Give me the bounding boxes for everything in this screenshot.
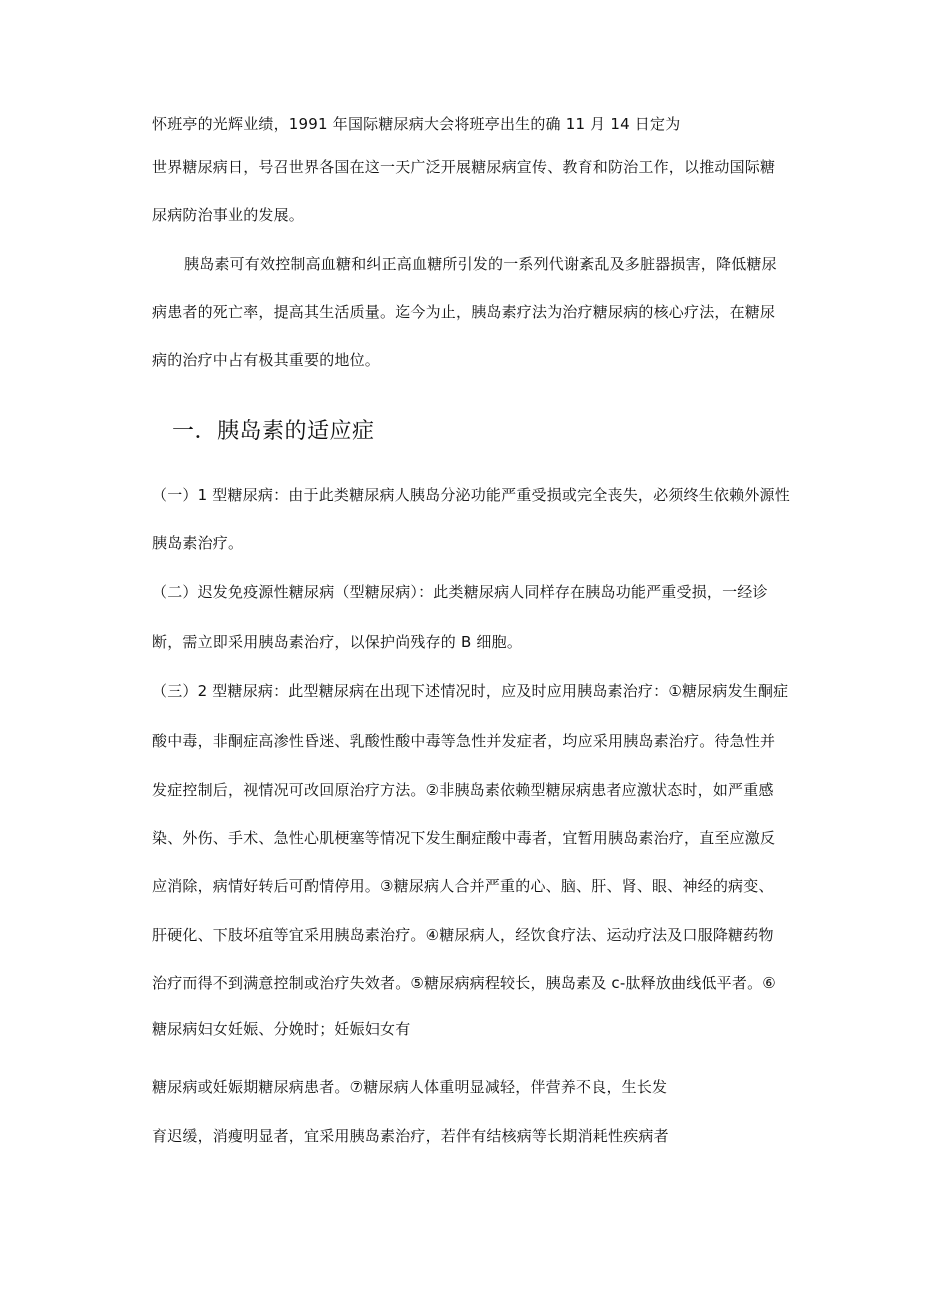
item3-line-8: 糖尿病妇女妊娠、分娩时；妊娠妇女有: [152, 1020, 411, 1038]
paragraph2-line-3: 病的治疗中占有极其重要的地位。: [152, 351, 381, 369]
item1-line-2: 胰岛素治疗。: [152, 534, 244, 552]
item3-line-9: 糖尿病或妊娠期糖尿病患者。⑦糖尿病人体重明显减轻，伴营养不良，生长发: [152, 1078, 668, 1096]
item3-line-10: 育迟缓，消瘦明显者，宜采用胰岛素治疗，若伴有结核病等长期消耗性疾病者: [152, 1127, 669, 1145]
item3-line-2: 酸中毒，非酮症高渗性昏迷、乳酸性酸中毒等急性并发症者，均应采用胰岛素治疗。待急性并: [152, 732, 776, 750]
paragraph2-line-1: 胰岛素可有效控制高血糖和纠正高血糖所引发的一系列代谢紊乱及多脏器损害，降低糖尿: [184, 255, 777, 273]
item3-line-1: （三）2 型糖尿病：此型糖尿病在出现下述情况时，应及时应用胰岛素治疗：①糖尿病发生酮症: [152, 682, 789, 700]
intro-line-1: 怀班亭的光辉业绩，1991 年国际糖尿病大会将班亭出生的确 11 月 14 日定为: [152, 115, 681, 133]
item3-line-3: 发症控制后，视情况可改回原治疗方法。②非胰岛素依赖型糖尿病患者应激状态时，如严重感: [152, 781, 774, 799]
item1-line-1: （一）1 型糖尿病：由于此类糖尿病人胰岛分泌功能严重受损或完全丧失，必须终生依赖外源性: [152, 486, 790, 504]
item3-line-5: 应消除，病情好转后可酌情停用。③糖尿病人合并严重的心、脑、肝、肾、眼、神经的病变、: [152, 877, 774, 895]
section-heading: 一．胰岛素的适应症: [172, 419, 375, 444]
item2-line-1: （二）迟发免疫源性糖尿病（型糖尿病）：此类糖尿病人同样存在胰岛功能严重受损，一经诊: [152, 583, 768, 601]
item3-line-6: 肝硬化、下肢坏疽等宜采用胰岛素治疗。④糖尿病人，经饮食疗法、运动疗法及口服降糖药物: [152, 926, 774, 944]
intro-line-2: 世界糖尿病日，号召世界各国在这一天广泛开展糖尿病宣传、教育和防治工作，以推动国际糖: [152, 158, 776, 176]
item3-line-7: 治疗而得不到满意控制或治疗失效者。⑤糖尿病病程较长，胰岛素及 c-肽释放曲线低平者。⑥: [152, 974, 776, 992]
item2-line-2: 断，需立即采用胰岛素治疗，以保护尚残存的 B 细胞。: [152, 633, 523, 651]
item3-line-4: 染、外伤、手术、急性心肌梗塞等情况下发生酮症酸中毒者，宜暂用胰岛素治疗，直至应激反: [152, 829, 776, 847]
intro-line-3: 尿病防治事业的发展。: [152, 206, 305, 224]
paragraph2-line-2: 病患者的死亡率，提高其生活质量。迄今为止，胰岛素疗法为治疗糖尿病的核心疗法，在糖尿: [152, 303, 776, 321]
